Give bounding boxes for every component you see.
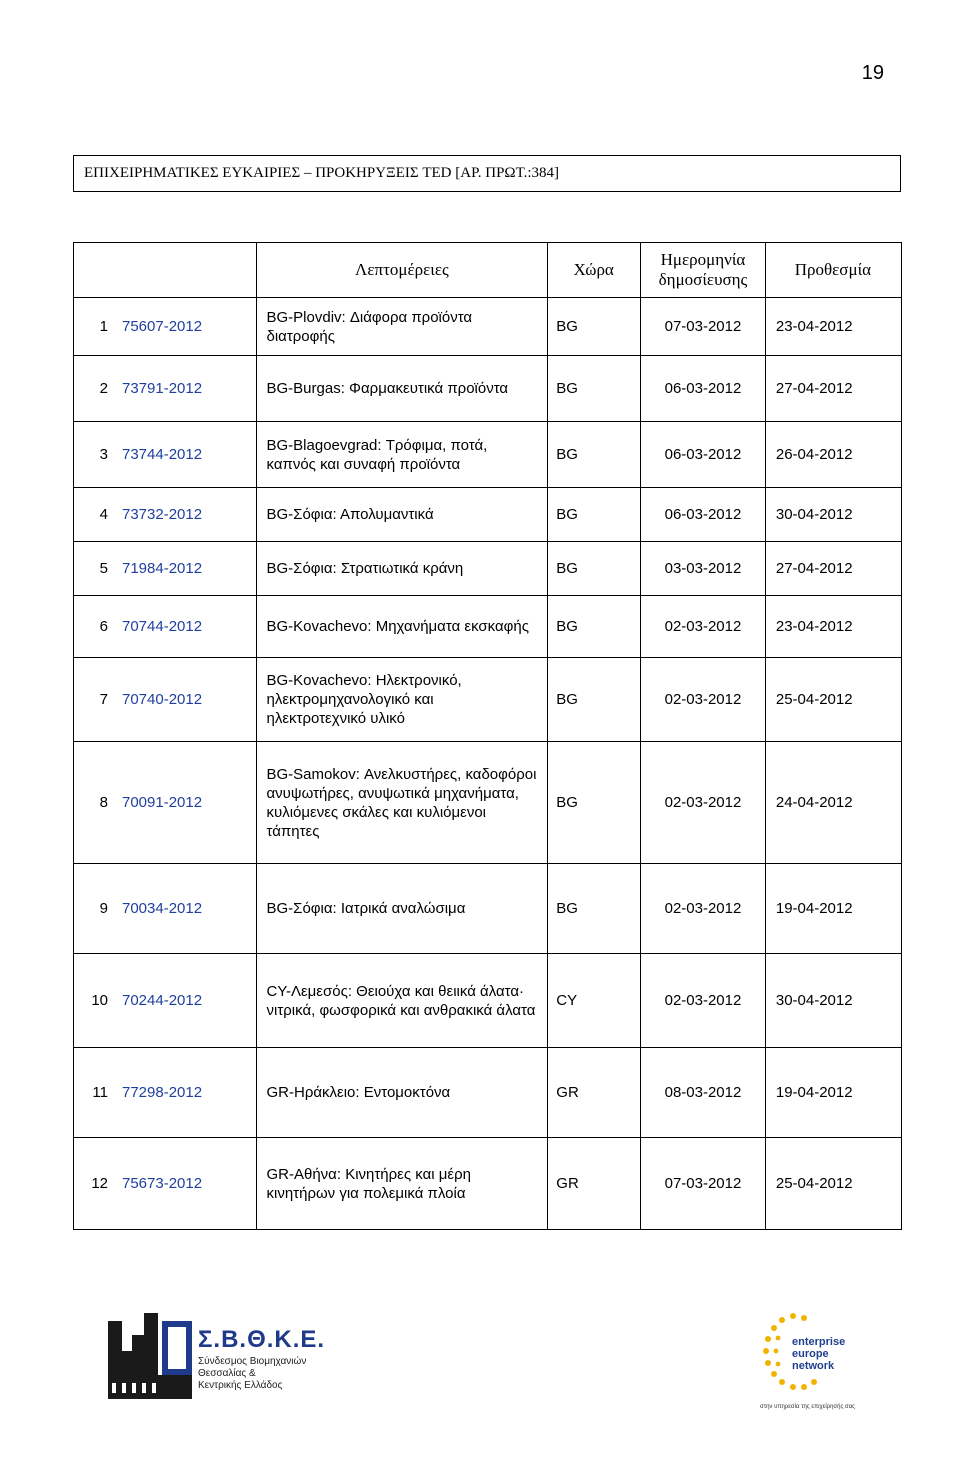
sbtke-line3: Κεντρικής Ελλάδος [198,1380,283,1391]
table-row [74,596,902,658]
cell-published: 02-03-2012 [641,658,766,742]
header-published-line1: Ημερομηνία [660,250,746,269]
tenders-table [73,242,902,1230]
table-row [74,954,902,1048]
cell-details: GR-Αθήνα: Κινητήρες και μέρη κινητήρων για πολεμικά πλοία [256,1138,548,1230]
reference-number: 75673-2012 [122,1175,203,1192]
cell-published: 07-03-2012 [641,298,766,356]
cell-deadline: 23-04-2012 [765,596,901,658]
row-number: 1 [99,318,108,335]
sbtke-text [198,1326,325,1392]
sbtke-line1: Σύνδεσμος Βιομηχανιών [198,1356,307,1367]
reference-number: 73744-2012 [122,446,203,463]
cell-deadline: 25-04-2012 [765,658,901,742]
table-row [74,658,902,742]
reference-number: 73732-2012 [122,506,203,523]
reference-number: 75607-2012 [122,318,203,335]
cell-id [74,356,257,422]
table-row [74,864,902,954]
cell-country: BG [548,422,641,488]
cell-deadline: 25-04-2012 [765,1138,901,1230]
reference-number: 70034-2012 [122,900,203,917]
reference-number: 70244-2012 [122,992,203,1009]
row-number: 2 [99,380,108,397]
header-details [256,243,548,298]
table-row [74,422,902,488]
cell-country: BG [548,356,641,422]
cell-deadline: 30-04-2012 [765,488,901,542]
cell-details: BG-Kovachevo: Ηλεκτρονικό, ηλεκτρομηχανολογικό και ηλεκτροτεχνικό υλικό [256,658,548,742]
cell-details: BG-Samokov: Ανελκυστήρες, καδοφόροι ανυψωτήρες, ανυψωτικά μηχανήματα, κυλιόμενες σκάλες και κυλιόμενοι τάπητες [256,742,548,864]
row-number: 9 [99,900,108,917]
cell-id [74,488,257,542]
cell-id [74,954,257,1048]
cell-country: BG [548,596,641,658]
header-published-line2: δημοσίευσης [658,270,748,289]
cell-details: BG-Σόφια: Απολυμαντικά [256,488,548,542]
cell-country: BG [548,542,641,596]
row-number: 10 [91,992,108,1009]
table-row [74,1048,902,1138]
cell-country: BG [548,298,641,356]
reference-number: 70744-2012 [122,618,203,635]
cell-deadline: 27-04-2012 [765,356,901,422]
cell-published: 03-03-2012 [641,542,766,596]
cell-id [74,422,257,488]
row-number: 11 [92,1084,108,1101]
cell-deadline: 19-04-2012 [765,1048,901,1138]
row-number: 3 [99,446,108,463]
table-row [74,298,902,356]
row-number: 4 [99,506,108,523]
cell-published: 06-03-2012 [641,422,766,488]
cell-deadline: 30-04-2012 [765,954,901,1048]
cell-details: GR-Ηράκλειο: Εντομοκτόνα [256,1048,548,1138]
cell-id [74,864,257,954]
header-country-label: Χώρα [573,260,614,279]
cell-id [74,1048,257,1138]
cell-published: 06-03-2012 [641,356,766,422]
cell-details: BG-Plovdiv: Διάφορα προϊόντα διατροφής [256,298,548,356]
cell-id [74,1138,257,1230]
reference-number: 70091-2012 [122,794,203,811]
cell-country: BG [548,742,641,864]
header-details-label: Λεπτομέρειες [355,260,449,279]
sbtke-name: Σ.Β.Θ.Κ.Ε. [198,1326,326,1353]
reference-number: 73791-2012 [122,380,203,397]
cell-id [74,742,257,864]
sbtke-logo-icon [108,1313,192,1399]
cell-published: 02-03-2012 [641,864,766,954]
cell-id [74,298,257,356]
cell-country: GR [548,1048,641,1138]
header-deadline [765,243,901,298]
cell-details: CY-Λεμεσός: Θειούχα και θειικά άλατα· νιτρικά, φωσφορικά και ανθρακικά άλατα [256,954,548,1048]
cell-id [74,596,257,658]
footer-logos [0,1300,960,1420]
row-number: 6 [99,618,108,635]
sbtke-line2: Θεσσαλίας & [198,1368,256,1379]
cell-country: BG [548,658,641,742]
cell-details: BG-Blagoevgrad: Τρόφιμα, ποτά, καπνός και συναφή προϊόντα [256,422,548,488]
cell-id [74,542,257,596]
cell-id [74,658,257,742]
row-number: 12 [91,1175,108,1192]
table-row [74,488,902,542]
page-number: 19 [861,62,884,84]
een-tagline: στην υπηρεσία της επιχείρησής σας [760,1404,856,1410]
row-number: 5 [99,560,108,577]
reference-number: 70740-2012 [122,691,203,708]
table-row [74,1138,902,1230]
cell-published: 07-03-2012 [641,1138,766,1230]
table-row [74,742,902,864]
cell-details: BG-Burgas: Φαρμακευτικά προϊόντα [256,356,548,422]
cell-published: 02-03-2012 [641,954,766,1048]
section-title [73,155,901,192]
cell-country: BG [548,488,641,542]
header-country [548,243,641,298]
reference-number: 71984-2012 [122,560,203,577]
een-line1: enterprise [792,1336,846,1348]
cell-details: BG-Kovachevo: Μηχανήματα εκσκαφής [256,596,548,658]
header-id [74,243,257,298]
cell-published: 02-03-2012 [641,742,766,864]
table-row [74,356,902,422]
reference-number: 77298-2012 [122,1084,203,1101]
header-published [641,243,766,298]
cell-country: GR [548,1138,641,1230]
section-title-text: ΕΠΙΧΕΙΡΗΜΑΤΙΚΕΣ ΕΥΚΑΙΡΙΕΣ – ΠΡΟΚΗΡΥΞΕΙΣ TED [ΑΡ. ΠΡΩΤ.:384] [84,165,560,181]
een-text [792,1336,845,1372]
row-number: 7 [99,691,108,708]
cell-published: 06-03-2012 [641,488,766,542]
cell-country: BG [548,864,641,954]
cell-published: 08-03-2012 [641,1048,766,1138]
cell-deadline: 23-04-2012 [765,298,901,356]
cell-published: 02-03-2012 [641,596,766,658]
cell-country: CY [548,954,641,1048]
header-deadline-label: Προθεσμία [794,260,872,279]
cell-deadline: 19-04-2012 [765,864,901,954]
een-line3: network [792,1360,835,1372]
cell-deadline: 24-04-2012 [765,742,901,864]
een-line2: europe [792,1348,829,1360]
cell-deadline: 26-04-2012 [765,422,901,488]
cell-details: BG-Σόφια: Ιατρικά αναλώσιμα [256,864,548,954]
cell-details: BG-Σόφια: Στρατιωτικά κράνη [256,542,548,596]
table-header-row [74,243,902,298]
cell-deadline: 27-04-2012 [765,542,901,596]
table-row [74,542,902,596]
row-number: 8 [99,794,108,811]
